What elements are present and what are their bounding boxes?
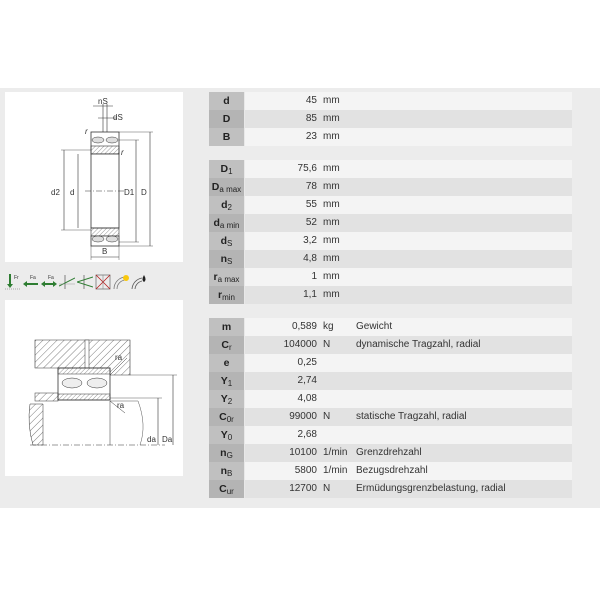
- table-row: [209, 110, 572, 128]
- unit: [320, 372, 354, 390]
- value: 4,08: [297, 393, 317, 404]
- unit: mm: [323, 113, 340, 124]
- svg-text:Fa: Fa: [30, 275, 36, 281]
- symbol-d: d: [209, 92, 245, 110]
- symbol-ra-max: $r_{a max}$: [209, 268, 245, 286]
- value: 1,1: [303, 289, 317, 300]
- radial-load-icon: [5, 272, 21, 292]
- value: 104000: [283, 339, 317, 350]
- unit: 1/min: [323, 465, 348, 476]
- unit: mm: [323, 271, 340, 282]
- symbol-e: e: [209, 354, 245, 372]
- value: 4,8: [303, 253, 317, 264]
- unit: mm: [323, 289, 340, 300]
- performance-data-table: [209, 318, 572, 498]
- svg-text:Fa: Fa: [48, 275, 54, 281]
- symbol-da-min: $d_{a min}$: [209, 214, 245, 232]
- value: 1: [311, 271, 317, 282]
- unit: mm: [323, 199, 340, 210]
- value: 12700: [289, 483, 317, 494]
- d2-label: d2: [51, 188, 60, 197]
- svg-text:r: r: [121, 148, 124, 157]
- unit: [320, 354, 354, 372]
- symbol-m: m: [209, 318, 245, 336]
- ds-label: dS: [113, 113, 123, 122]
- table-row: [209, 336, 572, 354]
- table-row: [209, 92, 572, 110]
- table-row: [209, 372, 572, 390]
- symbol-Y1: $Y_1$: [209, 372, 245, 390]
- main-dimensions-table: [209, 92, 572, 146]
- high-speed-icon: [113, 272, 129, 292]
- unit: mm: [323, 131, 340, 142]
- not-suitable-icon: [95, 272, 111, 292]
- axial-load-one-direction-icon: [23, 272, 39, 292]
- description: dynamische Tragzahl, radial: [356, 339, 481, 350]
- B-label: B: [102, 247, 108, 256]
- value: 55: [305, 199, 317, 210]
- axial-load-both-directions-icon: [41, 272, 57, 292]
- angular-misalignment-icon: [77, 272, 93, 292]
- mounting-dimensions-drawing: [5, 300, 183, 476]
- da-label: da: [147, 435, 156, 444]
- table-row: [209, 318, 572, 336]
- ns-label: nS: [98, 97, 108, 106]
- unit: mm: [323, 181, 340, 192]
- bearing-property-icons: [5, 270, 183, 294]
- table-row: [209, 408, 572, 426]
- value: 85: [305, 113, 317, 124]
- table-row: [209, 286, 572, 304]
- symbol-D1: $D_1$: [209, 160, 245, 178]
- table-row: [209, 462, 572, 480]
- value: 52: [305, 217, 317, 228]
- value: 2,74: [297, 375, 317, 386]
- symbol-nG: $n_G$: [209, 444, 245, 462]
- value: 3,2: [303, 235, 317, 246]
- value: 5800: [294, 465, 317, 476]
- symbol-D: D: [209, 110, 245, 128]
- description: [354, 354, 572, 372]
- symbol-nB: $n_B$: [209, 462, 245, 480]
- description: Bezugsdrehzahl: [356, 465, 428, 476]
- table-row: [209, 214, 572, 232]
- unit: mm: [323, 163, 340, 174]
- unit: N: [323, 339, 331, 350]
- D-label: D: [141, 188, 147, 197]
- description: Gewicht: [356, 321, 393, 332]
- symbol-C0r: $C_{0r}$: [209, 408, 245, 426]
- bearing-cross-section-drawing: [5, 92, 183, 262]
- symbol-B: B: [209, 128, 245, 146]
- symbol-Y2: $Y_2$: [209, 390, 245, 408]
- unit: mm: [323, 253, 340, 264]
- value: 45: [305, 95, 317, 106]
- value: 10100: [289, 447, 317, 458]
- unit: mm: [323, 217, 340, 228]
- mounting-dimensions-table: [209, 160, 572, 304]
- table-row: [209, 196, 572, 214]
- symbol-d2: $d_2$: [209, 196, 245, 214]
- unit: kg: [323, 321, 334, 332]
- table-row: [209, 354, 572, 372]
- d-label: d: [70, 188, 75, 197]
- unit: 1/min: [323, 447, 348, 458]
- svg-text:r: r: [85, 127, 88, 136]
- symbol-Cr: $C_r$: [209, 336, 245, 354]
- D1-label: D1: [124, 188, 135, 197]
- value: 75,6: [297, 163, 317, 174]
- svg-text:Fr: Fr: [14, 275, 19, 281]
- unit: N: [323, 411, 331, 422]
- symbol-ns: $n_S$: [209, 250, 245, 268]
- value: 78: [305, 181, 317, 192]
- unit: [320, 426, 354, 444]
- value: 0,25: [297, 357, 317, 368]
- description: Ermüdungsgrenzbelastung, radial: [356, 483, 506, 494]
- value: 0,589: [291, 321, 317, 332]
- symbol-Y0: $Y_0$: [209, 426, 245, 444]
- table-row: [209, 444, 572, 462]
- ra-bottom-label: ra: [117, 401, 125, 410]
- description: [354, 390, 572, 408]
- table-row: [209, 426, 572, 444]
- description: [354, 426, 572, 444]
- symbol-ds: $d_S$: [209, 232, 245, 250]
- description: [354, 372, 572, 390]
- description: statische Tragzahl, radial: [356, 411, 467, 422]
- unit: mm: [323, 235, 340, 246]
- table-row: [209, 232, 572, 250]
- table-row: [209, 268, 572, 286]
- Da-label: Da: [162, 435, 173, 444]
- value: 23: [305, 131, 317, 142]
- value: 2,68: [297, 429, 317, 440]
- description: Grenzdrehzahl: [356, 447, 422, 458]
- table-row: [209, 160, 572, 178]
- table-row: [209, 480, 572, 498]
- unit: N: [323, 483, 331, 494]
- unit: [320, 390, 354, 408]
- symbol-r-min: $r_{min}$: [209, 286, 245, 304]
- misalignment-icon: [59, 272, 75, 292]
- value: 99000: [289, 411, 317, 422]
- table-row: [209, 390, 572, 408]
- unit: mm: [323, 95, 340, 106]
- lubrication-icon: [131, 272, 147, 292]
- ra-top-label: ra: [115, 353, 123, 362]
- symbol-Da-max: $D_{a max}$: [209, 178, 245, 196]
- symbol-Cur: $C_{ur}$: [209, 480, 245, 498]
- table-row: [209, 128, 572, 146]
- table-row: [209, 250, 572, 268]
- table-row: [209, 178, 572, 196]
